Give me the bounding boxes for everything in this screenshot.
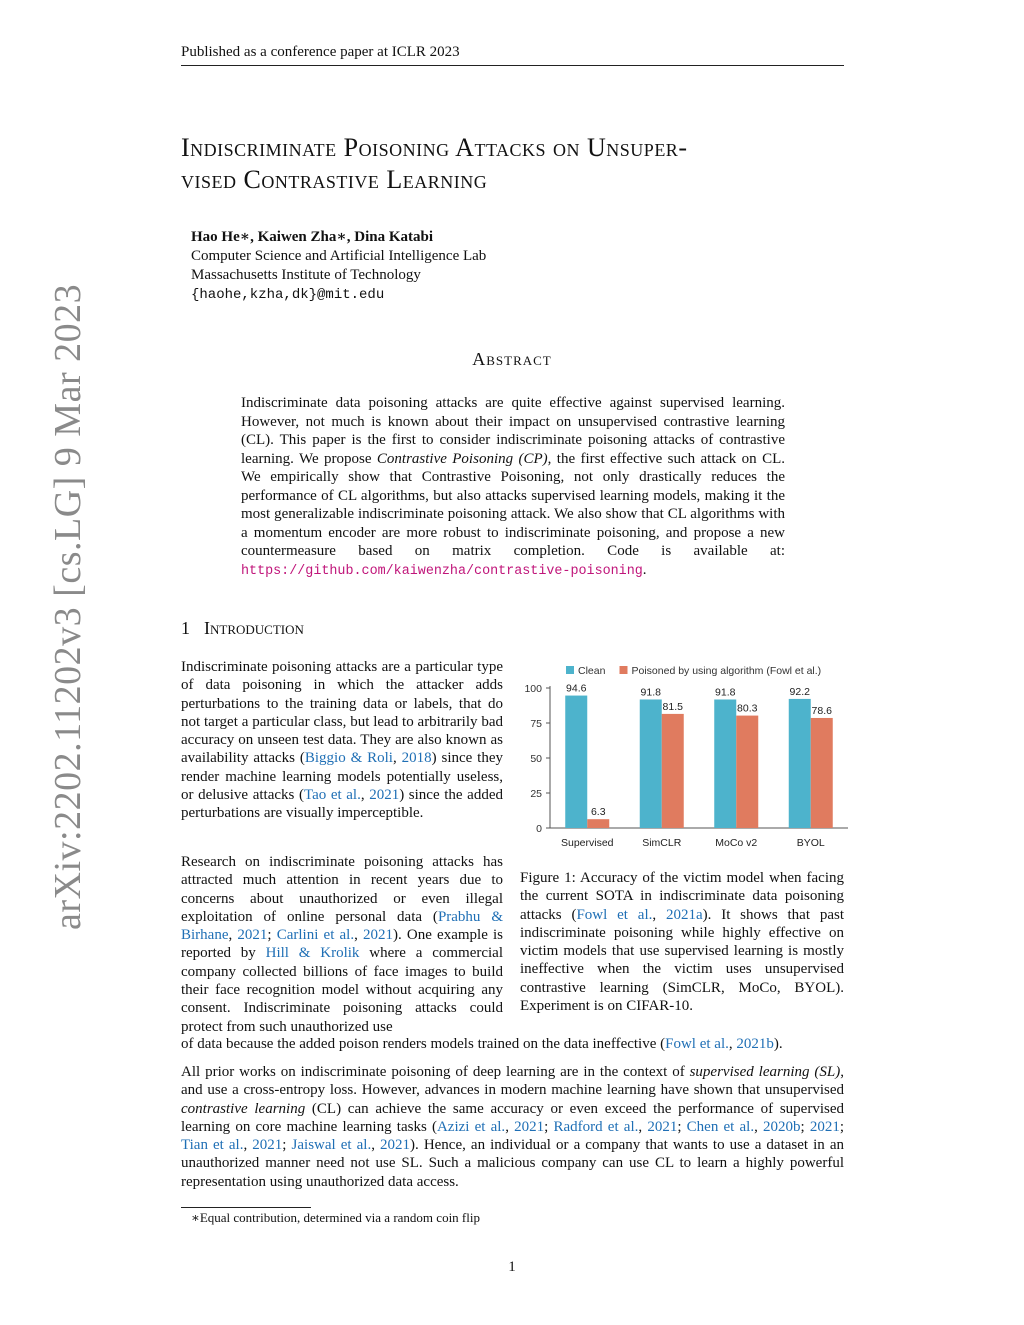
cite-carlini[interactable]: Carlini et al. xyxy=(276,927,355,944)
cite-semicolon: ; xyxy=(839,1118,845,1135)
cite-sep: , xyxy=(754,1118,764,1135)
legend-label: Clean xyxy=(578,665,606,677)
running-header: Published as a conference paper at ICLR 2023 xyxy=(181,44,460,60)
figure-1-bar-chart xyxy=(510,656,850,856)
caption-sep: , xyxy=(652,906,666,923)
bar-clean xyxy=(565,696,587,828)
paper-title xyxy=(181,132,851,196)
page-number: 1 xyxy=(508,1259,516,1275)
bar-clean xyxy=(640,699,662,828)
y-tick-label: 25 xyxy=(530,788,542,800)
code-link[interactable]: https://github.com/kaiwenzha/contrastive-poisoning xyxy=(241,563,643,579)
caption-text-a: Figure 1: Accuracy of the victim model when facing the current SOTA in indiscriminate data poisoning attacks ( xyxy=(520,870,844,923)
cite-sep: , xyxy=(638,1118,648,1135)
para3-text-a: All prior works on indiscriminate poisoning of deep learning are in the context of xyxy=(181,1064,690,1080)
caption-text-b: ). It shows that past indiscriminate poisoning while highly effective on victim models that use supervised learning is mostly ineffective when the victim uses unsupervised contrastive learning (SimCLR, MoCo, BYOL). Experiment is on CIFAR-10. xyxy=(520,906,844,1015)
abstract-text-b: , the first effective such attack on CL. We empirically show that Contrastive Poisoning, not only drastically reduces the performance of CL algorithms, but also attacks supervised learning models, making it the most generalizable indiscriminate poisoning attack. We also show that CL algorithms with a momentum encoder are more robust to indiscriminate poisoning, and propose a new countermeasure based on matrix completion. Code is available at: xyxy=(241,450,785,559)
bar-value-label: 81.5 xyxy=(662,700,683,713)
section-heading xyxy=(181,618,304,639)
bar-clean xyxy=(789,699,811,828)
para1-sep-1: , xyxy=(392,750,402,767)
para1-sep-2: , xyxy=(360,787,370,804)
header-rule xyxy=(181,65,844,66)
para1-text-c: ) since the added perturbations are visually imperceptible. xyxy=(181,787,503,822)
intro-paragraph-2-continued xyxy=(181,1035,844,1053)
cite-tao[interactable]: Tao et al. xyxy=(303,787,361,804)
cite-fowl-2021b-year[interactable]: 2021b xyxy=(736,1036,774,1052)
footnote-rule xyxy=(181,1207,311,1208)
cite-radford[interactable]: Radford et al. xyxy=(553,1118,639,1135)
cite-semicolon: ; xyxy=(800,1118,810,1135)
cite-semicolon: ; xyxy=(544,1118,554,1135)
cite-biggio-roli-year[interactable]: 2018 xyxy=(401,750,432,767)
affiliation-lab: Computer Science and Artificial Intelligence Lab xyxy=(191,248,487,264)
bar-value-label: 80.3 xyxy=(737,702,758,715)
x-tick-label: MoCo v2 xyxy=(715,837,758,849)
para2-sep-4: , xyxy=(728,1036,737,1052)
para2-text-e: ). xyxy=(773,1036,783,1052)
bar-poisoned xyxy=(662,714,684,828)
para3-emphasis-1: supervised learning (SL) xyxy=(689,1064,841,1080)
paper-title-line1: Indiscriminate Poisoning Attacks on Unsuper- xyxy=(181,133,688,162)
figure-1-caption xyxy=(520,869,844,1015)
x-tick-label: Supervised xyxy=(560,837,614,849)
bar-value-label: 91.8 xyxy=(715,686,736,699)
para2-semi: ; xyxy=(267,927,277,944)
para2-text-a: Research on indiscriminate poisoning attacks has attracted much attention in recent years due to concerns about unauthorized or even illegal exploitation of online personal data ( xyxy=(181,854,503,925)
cite-azizi-year[interactable]: 2021 xyxy=(514,1118,545,1135)
cite-radford-year[interactable]: 2021 xyxy=(647,1118,678,1135)
cite-chen-year[interactable]: 2020b xyxy=(763,1118,801,1135)
cite-azizi[interactable]: Azizi et al. xyxy=(436,1118,506,1135)
cite-semicolon: ; xyxy=(282,1137,292,1154)
para3-emphasis-2: contrastive learning xyxy=(181,1100,306,1117)
x-tick-label: SimCLR xyxy=(642,837,682,849)
cite-sep: , xyxy=(371,1137,381,1154)
cite-hill-krolik[interactable]: Hill & Krolik xyxy=(265,945,360,962)
abstract-body xyxy=(241,394,785,581)
cite-carlini-year[interactable]: 2021 xyxy=(363,927,393,944)
section-title: Introduction xyxy=(204,618,304,638)
bar-value-label: 78.6 xyxy=(811,704,832,717)
intro-paragraph-2 xyxy=(181,853,503,1036)
cite-prabhu-birhane[interactable]: Prabhu & Birhane xyxy=(181,908,503,944)
cite-biggio-roli[interactable]: Biggio & Roli xyxy=(304,750,393,767)
cite-tian[interactable]: Tian et al. xyxy=(181,1137,244,1154)
intro-paragraph-3 xyxy=(181,1063,844,1191)
cite-jaiswal[interactable]: Jaiswal et al. xyxy=(291,1137,372,1154)
y-tick-label: 75 xyxy=(530,718,542,730)
section-number: 1 xyxy=(181,618,190,638)
para1-text-b: ) since they render machine learning models potentially useless, or delusive attacks ( xyxy=(181,750,503,804)
para2-text-c: where a commercial company collected billions of face images to build their face recognition model without acquiring any consent. Indiscriminate poisoning attacks could protect from such unauthorized use xyxy=(181,945,503,1035)
y-tick-label: 100 xyxy=(524,683,542,695)
bar-poisoned xyxy=(811,718,833,828)
bar-clean xyxy=(714,699,736,828)
para2-text-b: ). One example is reported by xyxy=(181,927,504,962)
y-tick-label: 50 xyxy=(530,753,542,765)
cite-fowl-2021a-year[interactable]: 2021a xyxy=(665,906,703,923)
paper-title-line2: vised Contrastive Learning xyxy=(181,165,488,194)
cite-fowl-2021a[interactable]: Fowl et al. xyxy=(576,906,653,923)
bar-value-label: 94.6 xyxy=(566,682,587,695)
author-names: Hao He∗, Kaiwen Zha∗, Dina Katabi xyxy=(191,229,433,245)
cite-semicolon: ; xyxy=(677,1118,687,1135)
bar-value-label: 92.2 xyxy=(789,685,810,698)
bar-poisoned xyxy=(736,716,758,828)
affiliation-institute: Massachusetts Institute of Technology xyxy=(191,267,421,283)
legend-label: Poisoned by using algorithm (Fowl et al.) xyxy=(631,665,822,677)
cite-jaiswal-year[interactable]: 2021 xyxy=(380,1137,411,1154)
intro-paragraph-1 xyxy=(181,658,503,823)
para3-text-d: ). Hence, an individual or a company that wants to use a dataset in an unauthorized manner need not use SL. Such a malicious company can use CL to learn a highly powerful representation using unauthorized data access. xyxy=(181,1137,845,1190)
arxiv-stamp: arXiv:2202.11202v3 [cs.LG] 9 Mar 2023 xyxy=(47,283,89,930)
cite-tao-year[interactable]: 2021 xyxy=(369,787,400,804)
cite-chen[interactable]: Chen et al. xyxy=(686,1118,755,1135)
abstract-emphasis: Contrastive Poisoning (CP) xyxy=(376,450,548,467)
bar-value-label: 91.8 xyxy=(640,686,661,699)
author-block xyxy=(191,228,486,305)
bar-value-label: 6.3 xyxy=(590,806,606,819)
abstract-text-a: Indiscriminate data poisoning attacks are quite effective against supervised learning. However, not much is known about their impact on unsupervised contrastive learning (CL). This paper is the first to consider indiscriminate poisoning attacks of contrastive learning. We propose xyxy=(241,395,785,467)
cite-prabhu-birhane-year[interactable]: 2021 xyxy=(237,927,268,944)
para2-sep-2: , xyxy=(354,927,363,944)
para2-text-d: of data because the added poison renders models trained on the data ineffective ( xyxy=(181,1036,666,1052)
para3-text-b: , and use a cross-entropy loss. However, advances in modern machine learning have shown that unsupervised xyxy=(181,1064,844,1099)
legend-swatch xyxy=(620,666,628,674)
cite-sep: , xyxy=(243,1137,253,1154)
x-tick-label: BYOL xyxy=(796,837,825,849)
footnote: ∗Equal contribution, determined via a random coin flip xyxy=(191,1210,480,1225)
abstract-text-end: . xyxy=(642,561,647,578)
abstract-heading: Abstract xyxy=(472,349,552,369)
para3-text-c: (CL) can achieve the same accuracy or even exceed the performance of supervised learning on core machine learning tasks ( xyxy=(181,1100,844,1135)
cite-fowl-2021b[interactable]: Fowl et al. xyxy=(665,1036,729,1052)
para2-sep-1: , xyxy=(228,927,238,944)
cite-tian-year[interactable]: 2021 xyxy=(252,1137,283,1154)
bar-poisoned xyxy=(587,819,609,828)
legend-swatch xyxy=(566,666,574,674)
cite-sep: , xyxy=(505,1118,515,1135)
y-tick-label: 0 xyxy=(536,823,542,835)
author-email: {haohe,kzha,dk}@mit.edu xyxy=(191,287,385,303)
cite-chen-year-2[interactable]: 2021 xyxy=(809,1118,840,1135)
para1-text-a: Indiscriminate poisoning attacks are a particular type of data poisoning in which the attacker adds perturbations to the training data or labels, that do not target a particular class, but lead to arbitrarily bad accuracy on unseen test data. They are also known as availability attacks ( xyxy=(181,659,503,767)
